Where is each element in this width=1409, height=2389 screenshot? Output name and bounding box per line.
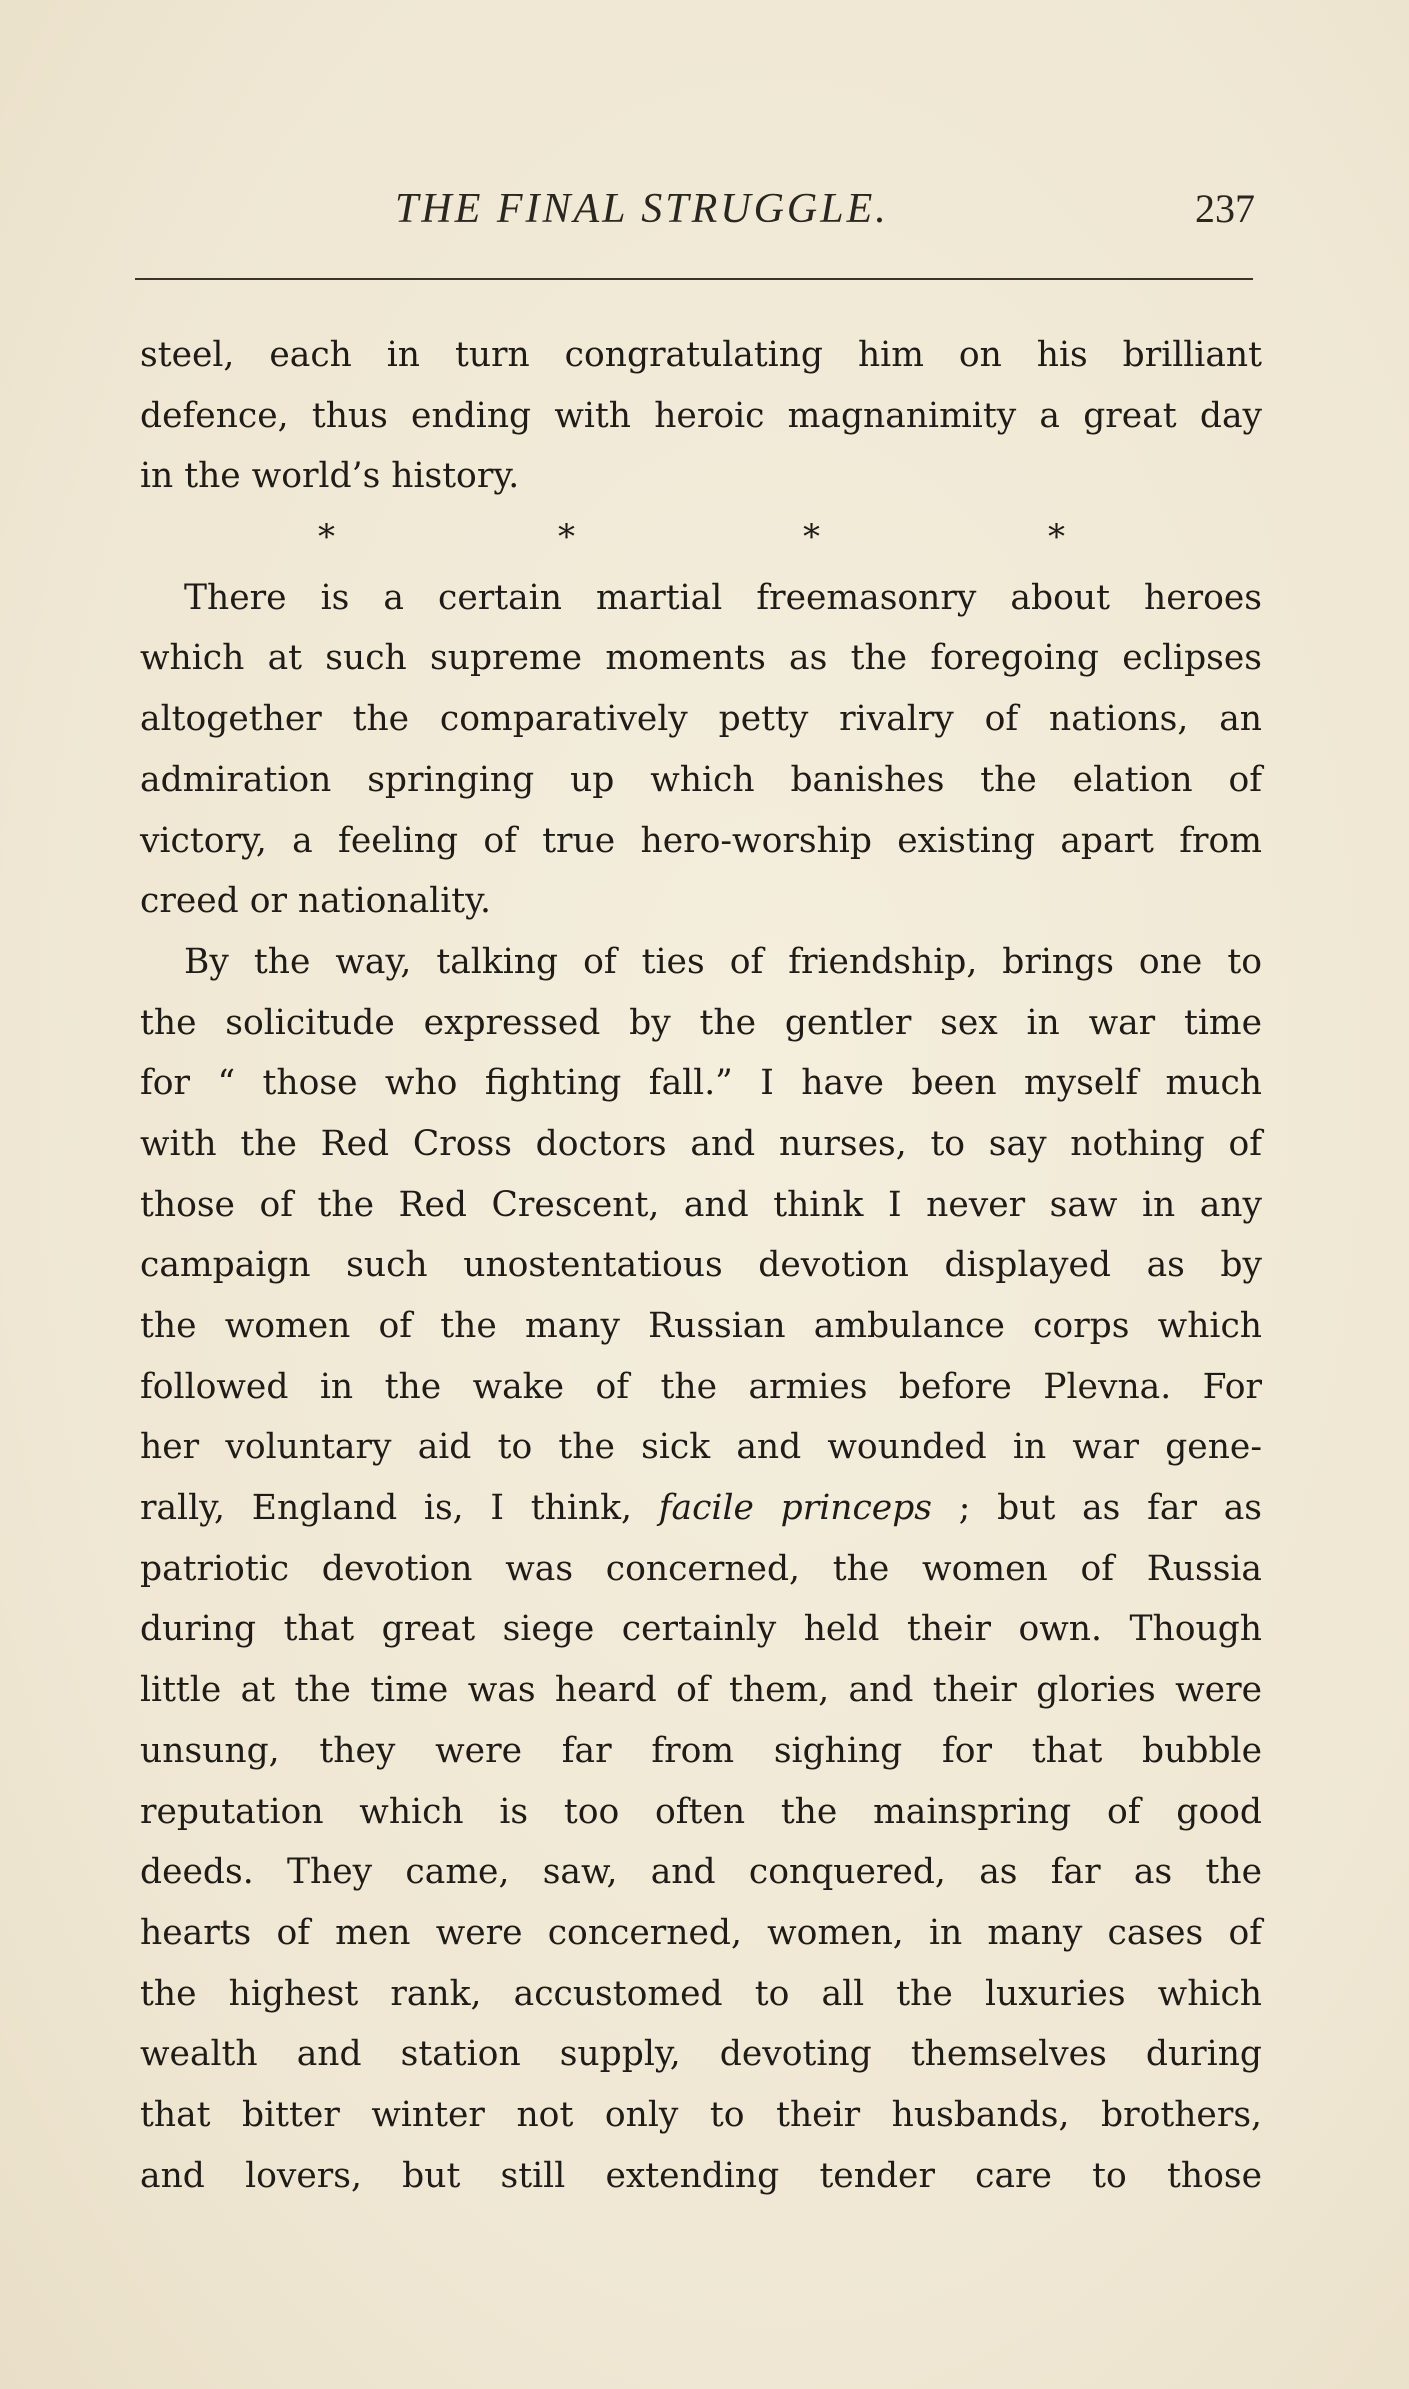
text-fragment: ; but as far as [958,1488,1262,1529]
text-line: hearts of men were concerned, women, in many cases of [140,1912,1262,1953]
text-line: altogether the comparatively petty rivalry of nations, an [140,699,1262,740]
italic-phrase: facile princeps [658,1488,933,1529]
text-line: those of the Red Crescent, and think I never saw in any [140,1184,1262,1225]
running-title: THE FINAL STRUGGLE. [395,186,889,232]
text-line: the women of the many Russian ambulance corps which [140,1306,1262,1346]
text-fragment: rally, England is, I think, [140,1488,632,1529]
text-line: steel, each in turn congratulating him on his brilliant [140,335,1262,375]
text-line: By the way, talking of ties of friendship, brings one to [184,941,1262,982]
text-line: wealth and station supply, devoting themselves during [140,2034,1262,2075]
text-line: defence, thus ending with heroic magnanimity a great day [140,395,1262,436]
page-number: 237 [1195,186,1255,231]
text-line: creed or nationality. [140,881,491,922]
running-head [135,185,1255,245]
separator-star: * [558,517,575,558]
text-line: victory, a feeling of true hero-worship existing apart from [140,820,1262,861]
text-line: and lovers, but still extending tender care to those [140,2155,1262,2196]
text-line: patriotic devotion was concerned, the women of Russia [140,1548,1262,1589]
separator-star: * [1048,517,1065,558]
text-line: with the Red Cross doctors and nurses, to say nothing of [140,1123,1262,1164]
text-line: during that great siege certainly held their own. Though [140,1609,1262,1650]
separator-star: * [318,517,335,558]
header-rule [135,278,1253,280]
body-text [140,325,1262,2206]
text-line: her voluntary aid to the sick and wounded in war gene- [140,1427,1262,1468]
text-line: the highest rank, accustomed to all the luxuries which [140,1973,1262,2014]
text-line: the solicitude expressed by the gentler sex in war time [140,1002,1262,1043]
text-line: that bitter winter not only to their husbands, brothers, [140,2094,1262,2135]
section-separator [140,507,1262,568]
text-line: reputation which is too often the mainspring of good [140,1791,1262,1832]
text-line: There is a certain martial freemasonry about heroes [184,577,1262,618]
text-line: in the world’s history. [140,456,520,497]
text-line: which at such supreme moments as the foregoing eclipses [140,638,1262,679]
text-line: admiration springing up which banishes the elation of [140,759,1262,800]
separator-star: * [803,517,820,558]
text-line: little at the time was heard of them, and their glories were [140,1670,1262,1711]
text-line: for “ those who fighting fall.” I have been myself much [140,1063,1262,1104]
text-line: followed in the wake of the armies before Plevna. For [140,1366,1262,1407]
text-line: campaign such unostentatious devotion displayed as by [140,1245,1262,1286]
text-line: deeds. They came, saw, and conquered, as far as the [140,1852,1262,1893]
text-line-with-italic [140,1478,1262,1539]
text-line: unsung, they were far from sighing for that bubble [140,1730,1262,1771]
